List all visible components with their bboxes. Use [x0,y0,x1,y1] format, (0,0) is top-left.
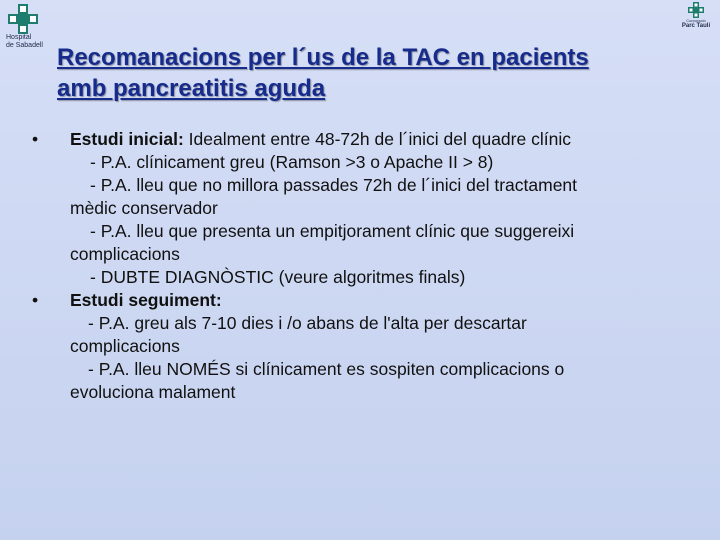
list-item [32,220,692,266]
corporation-cross-icon [688,2,704,18]
bullet-dot: • [32,129,39,149]
list-item [32,174,692,220]
list-item-continuation: complicacions [70,244,180,264]
hospital-logo [6,4,52,50]
list-item-continuation: mèdic conservador [70,198,218,218]
bullet-initial-study [32,128,692,151]
list-item-text: - P.A. lleu que presenta un empitjorament clínic que suggereixi [90,221,575,241]
list-item [32,266,692,289]
list-item-text: - P.A. clínicament greu (Ramson >3 o Apache II > 8) [90,152,494,172]
corporation-logo [678,2,714,30]
list-item-text: - P.A. lleu que no millora passades 72h de l´inici del tractament [90,175,578,195]
list-item-text: - DUBTE DIAGNÒSTIC (veure algoritmes finals) [90,267,466,287]
list-item-text: - P.A. lleu NOMÉS si clínicament es sospiten complicacions o [88,359,565,379]
bullet-dot: • [32,290,39,310]
slide-content [32,128,692,404]
list-item [32,312,692,358]
bullet-label: Estudi inicial: [70,129,184,149]
list-item-continuation: evoluciona malament [70,382,236,402]
hospital-cross-icon [8,4,38,34]
slide-title-line2: amb pancreatitis aguda [57,75,326,102]
slide-title [57,42,697,104]
corporation-logo-line1: Corporació [686,18,706,23]
list-item [32,151,692,174]
corporation-logo-line2: Parc Taulí [681,23,711,29]
list-item-text: - P.A. greu als 7-10 dies i /o abans de l'alta per descartar [88,313,527,333]
list-item [32,358,692,404]
bullet-text: Idealment entre 48-72h de l´inici del quadre clínic [183,129,571,149]
bullet-label: Estudi seguiment: [70,290,222,310]
list-item-continuation: complicacions [70,336,180,356]
hospital-logo-line2: de Sabadell [6,42,43,49]
slide-title-line1: Recomanacions per l´us de la TAC en pacients [57,44,589,71]
bullet-follow-up-study [32,289,692,312]
hospital-logo-line1: Hospital [6,34,32,41]
